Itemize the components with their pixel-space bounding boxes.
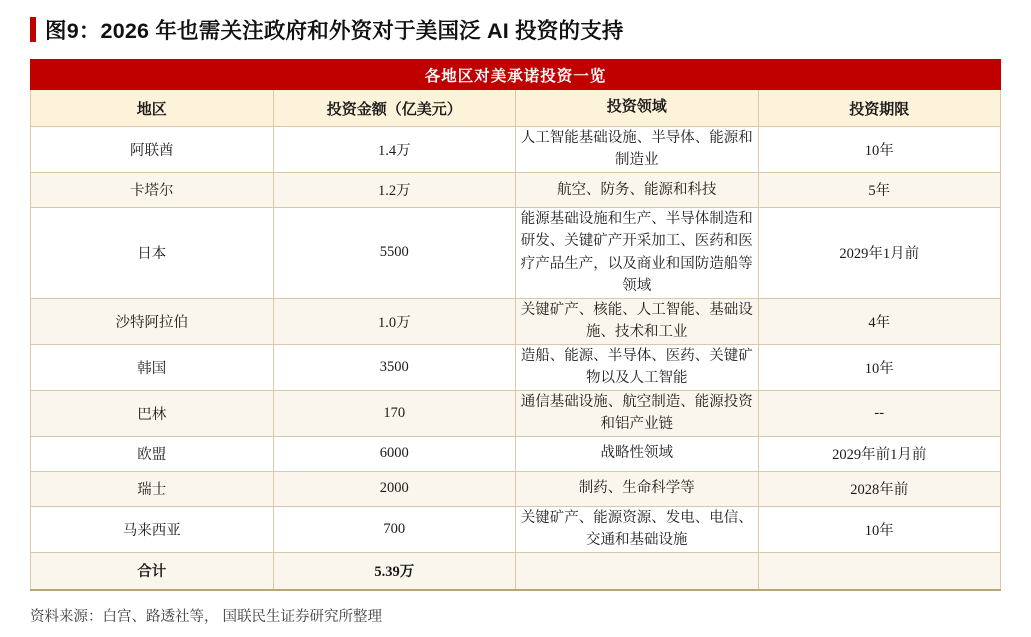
cell-area: 关键矿产、能源资源、发电、电信、交通和基础设施 bbox=[516, 506, 759, 552]
cell-area: 制药、生命科学等 bbox=[516, 471, 759, 506]
table-row bbox=[31, 506, 1001, 552]
source-prefix: 资料来源： bbox=[30, 608, 103, 625]
cell-region: 巴林 bbox=[31, 390, 274, 436]
table-row bbox=[31, 344, 1001, 390]
cell-amount: 5500 bbox=[273, 207, 516, 298]
source-organization: 国联民生证券研究所整理 bbox=[222, 608, 382, 625]
column-header-amount: 投资金额（亿美元） bbox=[273, 90, 516, 127]
cell-term: 5年 bbox=[758, 172, 1001, 207]
table-banner-row bbox=[31, 60, 1001, 90]
column-header-region: 地区 bbox=[31, 90, 274, 127]
cell-area: 能源基础设施和生产、半导体制造和研发、关键矿产开采加工、医药和医疗产品生产，以及商业和国防造船等领域 bbox=[516, 207, 759, 298]
cell-area: 造船、能源、半导体、医药、关键矿物以及人工智能 bbox=[516, 344, 759, 390]
cell-region: 马来西亚 bbox=[31, 506, 274, 552]
table-total-row bbox=[31, 552, 1001, 590]
cell-total-term bbox=[758, 552, 1001, 590]
table-row bbox=[31, 207, 1001, 298]
cell-term: 10年 bbox=[758, 506, 1001, 552]
cell-term: 4年 bbox=[758, 298, 1001, 344]
cell-region: 阿联酋 bbox=[31, 127, 274, 173]
page-title: 图9：2026 年也需关注政府和外资对于美国泛 AI 投资的支持 bbox=[45, 19, 624, 43]
cell-area: 战略性领域 bbox=[516, 436, 759, 471]
table-body bbox=[31, 127, 1001, 590]
figure-title-row bbox=[30, 14, 1001, 45]
table-row bbox=[31, 172, 1001, 207]
cell-area: 人工智能基础设施、半导体、能源和制造业 bbox=[516, 127, 759, 173]
table-row bbox=[31, 390, 1001, 436]
table-row bbox=[31, 436, 1001, 471]
cell-area: 关键矿产、核能、人工智能、基础设施、技术和工业 bbox=[516, 298, 759, 344]
cell-total-amount: 5.39万 bbox=[273, 552, 516, 590]
cell-term: -- bbox=[758, 390, 1001, 436]
cell-total-label: 合计 bbox=[31, 552, 274, 590]
cell-term: 2029年前1月前 bbox=[758, 436, 1001, 471]
source-body: 白宫、路透社等， bbox=[102, 608, 219, 625]
cell-amount: 2000 bbox=[273, 471, 516, 506]
cell-term: 2028年前 bbox=[758, 471, 1001, 506]
table-banner: 各地区对美承诺投资一览 bbox=[31, 60, 1001, 90]
cell-region: 瑞士 bbox=[31, 471, 274, 506]
table-row bbox=[31, 127, 1001, 173]
cell-amount: 1.2万 bbox=[273, 172, 516, 207]
cell-term: 10年 bbox=[758, 344, 1001, 390]
cell-region: 卡塔尔 bbox=[31, 172, 274, 207]
table-row bbox=[31, 298, 1001, 344]
title-accent-bar bbox=[30, 17, 36, 42]
table-head bbox=[31, 60, 1001, 127]
cell-term: 2029年1月前 bbox=[758, 207, 1001, 298]
cell-amount: 700 bbox=[273, 506, 516, 552]
table-header-row bbox=[31, 90, 1001, 127]
investment-table bbox=[30, 59, 1001, 591]
cell-amount: 6000 bbox=[273, 436, 516, 471]
cell-area: 通信基础设施、航空制造、能源投资和铝产业链 bbox=[516, 390, 759, 436]
source-note bbox=[30, 605, 1001, 626]
column-header-term: 投资期限 bbox=[758, 90, 1001, 127]
cell-term: 10年 bbox=[758, 127, 1001, 173]
cell-region: 日本 bbox=[31, 207, 274, 298]
cell-region: 沙特阿拉伯 bbox=[31, 298, 274, 344]
cell-amount: 3500 bbox=[273, 344, 516, 390]
cell-region: 欧盟 bbox=[31, 436, 274, 471]
cell-amount: 170 bbox=[273, 390, 516, 436]
cell-region: 韩国 bbox=[31, 344, 274, 390]
table-row bbox=[31, 471, 1001, 506]
cell-area: 航空、防务、能源和科技 bbox=[516, 172, 759, 207]
cell-amount: 1.4万 bbox=[273, 127, 516, 173]
cell-total-area bbox=[516, 552, 759, 590]
column-header-area: 投资领域 bbox=[516, 90, 759, 127]
cell-amount: 1.0万 bbox=[273, 298, 516, 344]
